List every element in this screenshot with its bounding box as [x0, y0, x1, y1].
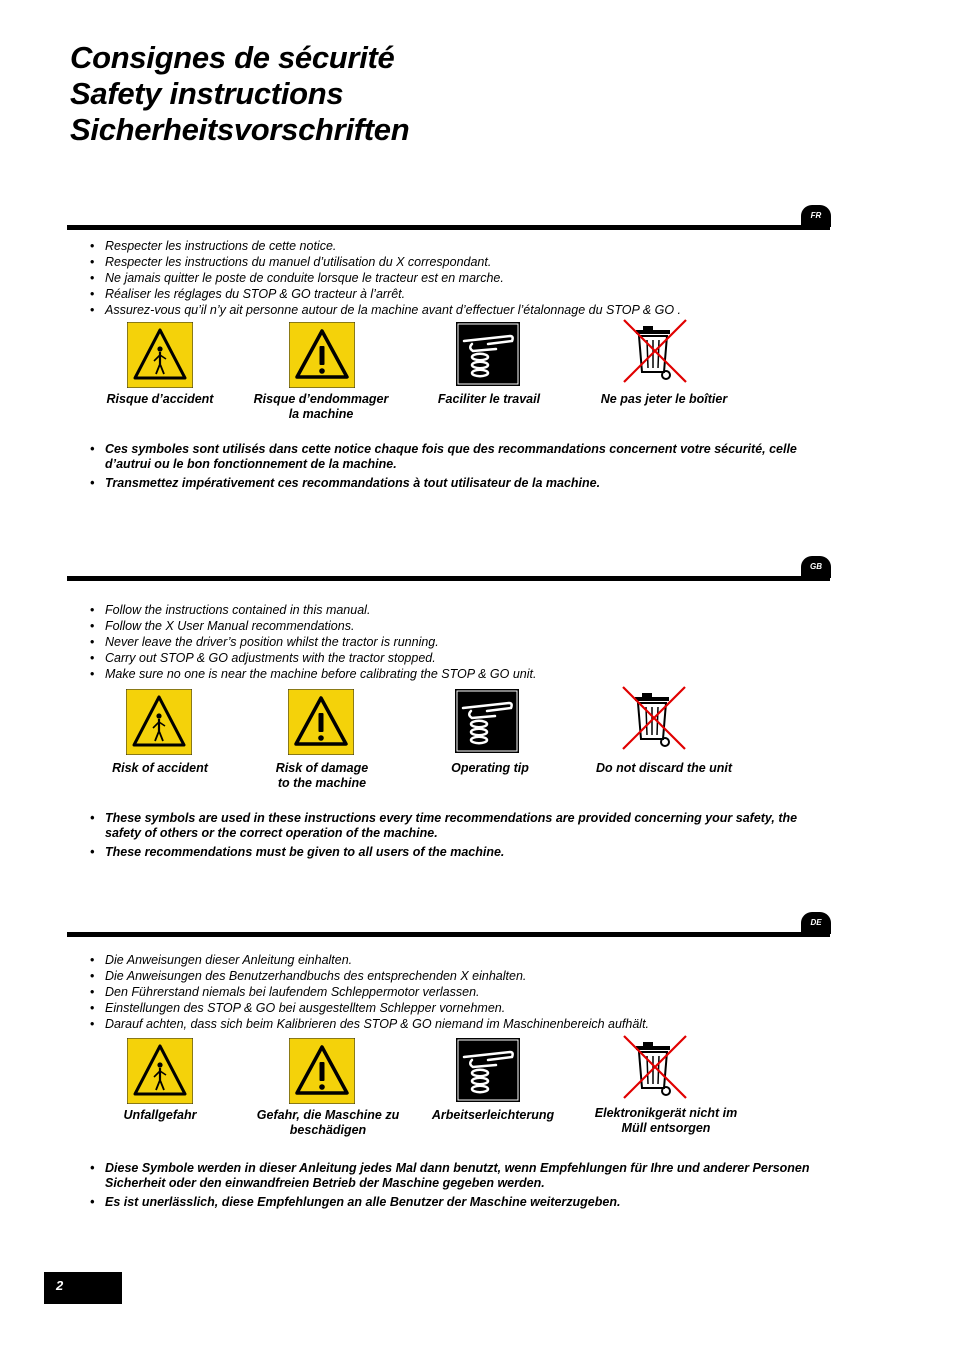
symbol-caption — [580, 761, 748, 776]
note-item: • These symbols are used in these instructions every time recommendations are provided concerning your safety, the safety of others or the correct operation of the machine. — [90, 811, 810, 840]
symbol-caption — [580, 1106, 752, 1135]
symbol-caption — [420, 1108, 566, 1123]
accident-warning-icon — [126, 689, 192, 760]
damage-warning-icon — [289, 322, 355, 393]
instruction-item: • Respecter les instructions de cette notice. — [90, 238, 681, 254]
accident-warning-icon — [127, 322, 193, 393]
operating-tip-icon — [456, 322, 520, 391]
damage-warning-icon — [288, 689, 354, 760]
symbol-caption — [250, 761, 394, 790]
important-notes — [90, 442, 810, 496]
instruction-item: • Darauf achten, dass sich beim Kalibrieren des STOP & GO niemand im Maschinenbereich aufhält. — [90, 1016, 649, 1032]
language-badge: GB — [801, 556, 831, 578]
caption-line: beschädigen — [289, 1122, 367, 1137]
crossed-out-bin-icon — [620, 318, 690, 389]
instruction-item: • Make sure no one is near the machine before calibrating the STOP & GO unit. — [90, 666, 536, 682]
crossed-out-bin-icon — [620, 1034, 690, 1105]
damage-warning-icon — [289, 1038, 355, 1109]
crossed-out-bin-icon — [619, 685, 689, 756]
instruction-item: • Die Anweisungen dieser Anleitung einhalten. — [90, 952, 649, 968]
symbol-caption — [95, 1108, 225, 1123]
language-badge: DE — [801, 912, 831, 934]
instruction-list — [90, 602, 536, 682]
instruction-item: • Never leave the driver’s position whilst the tractor is running. — [90, 634, 536, 650]
title-line: Consignes de sécurité — [70, 40, 395, 75]
symbol-caption — [240, 392, 402, 421]
caption-line: Gefahr, die Maschine zu — [256, 1108, 400, 1122]
caption-line: Do not discard the unit — [595, 761, 733, 775]
operating-tip-icon — [456, 1038, 520, 1107]
instruction-item: • Den Führerstand niemals bei laufendem Schleppermotor verlassen. — [90, 984, 649, 1000]
title-line: Safety instructions — [70, 76, 344, 111]
symbol-caption — [242, 1108, 414, 1137]
caption-line: Risque d’accident — [106, 392, 214, 406]
caption-line: Operating tip — [451, 761, 529, 775]
instruction-item: • Respecter les instructions du manuel d’utilisation du X correspondant. — [90, 254, 681, 270]
section-divider — [67, 932, 830, 937]
note-item: • Es ist unerlässlich, diese Empfehlungen an alle Benutzer der Maschine weiterzugeben. — [90, 1195, 810, 1210]
caption-line: to the machine — [277, 775, 367, 790]
page-title — [70, 40, 409, 148]
caption-line: Faciliter le travail — [437, 392, 541, 406]
caption-line: la machine — [288, 406, 354, 421]
symbol-caption — [430, 761, 550, 776]
instruction-list — [90, 952, 649, 1032]
caption-line: Müll entsorgen — [621, 1120, 711, 1135]
note-item: • These recommendations must be given to all users of the machine. — [90, 845, 810, 860]
caption-line: Arbeitserleichterung — [431, 1108, 555, 1122]
caption-line: Ne pas jeter le boîtier — [600, 392, 728, 406]
section-divider — [67, 576, 830, 581]
caption-line: Risk of accident — [112, 761, 208, 775]
instruction-item: • Die Anweisungen des Benutzerhandbuchs des entsprechenden X einhalten. — [90, 968, 649, 984]
important-notes — [90, 1161, 810, 1215]
caption-line: Elektronikgerät nicht im — [594, 1106, 738, 1120]
important-notes — [90, 811, 810, 865]
note-item: • Ces symboles sont utilisés dans cette notice chaque fois que des recommandations concernent votre sécurité, celle d’autrui ou le bon fonctionnement de la machine. — [90, 442, 810, 471]
instruction-item: • Einstellungen des STOP & GO bei ausgestelltem Schlepper vornehmen. — [90, 1000, 649, 1016]
instruction-item: • Assurez-vous qu’il n’y ait personne autour de la machine avant d’effectuer l’étalonnage du STOP & GO . — [90, 302, 681, 318]
section-divider — [67, 225, 830, 230]
caption-line: Unfallgefahr — [123, 1108, 197, 1122]
instruction-item: • Follow the instructions contained in this manual. — [90, 602, 536, 618]
caption-line: Risque d’endommager — [253, 392, 389, 406]
note-item: • Transmettez impérativement ces recommandations à tout utilisateur de la machine. — [90, 476, 810, 491]
symbol-caption — [585, 392, 743, 407]
operating-tip-icon — [455, 689, 519, 758]
instruction-item: • Réaliser les réglages du STOP & GO tracteur à l’arrêt. — [90, 286, 681, 302]
accident-warning-icon — [127, 1038, 193, 1109]
caption-line: Risk of damage — [275, 761, 369, 775]
instruction-item: • Ne jamais quitter le poste de conduite lorsque le tracteur est en marche. — [90, 270, 681, 286]
instruction-item: • Follow the X User Manual recommendations. — [90, 618, 536, 634]
page-number: 2 — [44, 1272, 122, 1304]
instruction-list — [90, 238, 681, 318]
symbol-caption — [420, 392, 558, 407]
title-line: Sicherheitsvorschriften — [70, 112, 410, 147]
instruction-item: • Carry out STOP & GO adjustments with the tractor stopped. — [90, 650, 536, 666]
symbol-caption — [95, 761, 225, 776]
symbol-caption — [95, 392, 225, 407]
language-badge: FR — [801, 205, 831, 227]
note-item: • Diese Symbole werden in dieser Anleitung jedes Mal dann benutzt, wenn Empfehlungen für Ihre und anderer Personen Sicherheit oder den einwandfreien Betrieb der Maschine gegeben werden. — [90, 1161, 810, 1190]
